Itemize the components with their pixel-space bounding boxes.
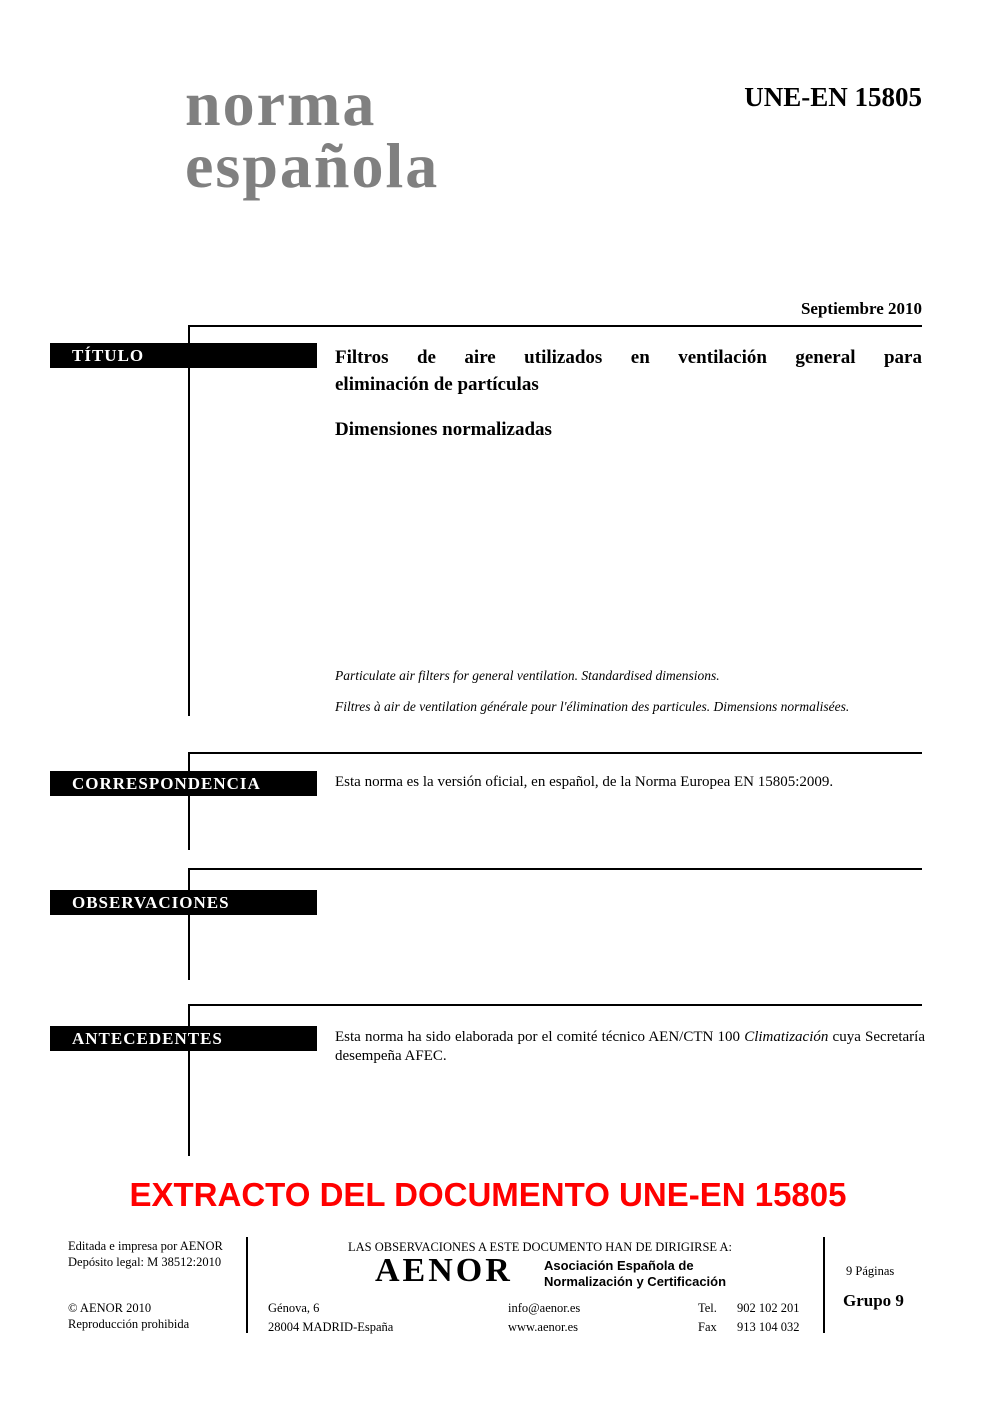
titulo-label: TÍTULO: [72, 346, 145, 365]
brand-line-1: norma: [185, 68, 377, 139]
title-translation-french: Filtres à air de ventilation générale pour l'élimination des particules. Dimensions normalisées.: [335, 699, 850, 714]
antecedentes-text-prefix: Esta norma ha sido elaborada por el comité técnico AEN/CTN 100: [335, 1029, 745, 1045]
antecedentes-label-box: [50, 1026, 317, 1051]
footer-phone: [698, 1299, 800, 1337]
titulo-vertical-line: [188, 325, 190, 716]
title-line-2: eliminación de partículas: [335, 374, 539, 395]
antecedentes-rule: [188, 1004, 922, 1006]
document-subtitle: Dimensiones normalizadas: [335, 419, 552, 440]
titulo-rule: [188, 325, 922, 327]
brand-wordmark: [185, 68, 440, 201]
title-translation-english: Particulate air filters for general ventilation. Standardised dimensions.: [335, 668, 720, 683]
aenor-tagline-line-1: Asociación Española de: [544, 1258, 694, 1273]
footer-tel-value: 902 102 201: [737, 1301, 800, 1315]
title-line-1: Filtros de aire utilizados en ventilación general para: [335, 347, 922, 368]
correspondencia-label: CORRESPONDENCIA: [72, 774, 261, 793]
observaciones-label: OBSERVACIONES: [72, 893, 230, 912]
antecedentes-label: ANTECEDENTES: [72, 1029, 223, 1048]
extract-notice: EXTRACTO DEL DOCUMENTO UNE-EN 15805: [129, 1176, 847, 1213]
footer-fax-value: 913 104 032: [737, 1320, 800, 1334]
antecedentes-text-suffix: cuya Secretaría desempeña AFEC.: [335, 1029, 925, 1064]
footer-publisher-line-1: Editada e impresa por AENOR: [68, 1239, 223, 1253]
footer-legal-deposit: Depósito legal: M 38512:2010: [68, 1254, 222, 1269]
antecedentes-text: [335, 1028, 925, 1066]
observaciones-vertical-line: [188, 868, 190, 980]
document-code: UNE-EN 15805: [744, 82, 922, 112]
publication-date: Septiembre 2010: [800, 299, 922, 318]
footer-page-count: 9 Páginas: [846, 1264, 895, 1278]
observaciones-rule: [188, 868, 922, 870]
footer-tel-label: Tel.: [698, 1301, 717, 1315]
document-title: [335, 344, 922, 398]
footer-web: [508, 1299, 580, 1337]
footer-group: Grupo 9: [843, 1291, 904, 1310]
brand-line-2: española: [185, 130, 440, 201]
footer-observations-notice: LAS OBSERVACIONES A ESTE DOCUMENTO HAN DE DIRIGIRSE A:: [348, 1240, 732, 1254]
titulo-label-box: [50, 343, 317, 368]
antecedentes-text-italic: Climatización: [744, 1029, 829, 1045]
footer-address: [268, 1299, 393, 1337]
aenor-logo: AENOR: [375, 1252, 513, 1289]
footer-divider-right: [823, 1237, 825, 1333]
aenor-tagline-line-2: Normalización y Certificación: [544, 1274, 727, 1289]
footer-email: info@aenor.es: [508, 1301, 581, 1315]
aenor-tagline: [544, 1258, 726, 1290]
footer-fax-label: Fax: [698, 1320, 717, 1334]
footer-address-line-2: 28004 MADRID-España: [268, 1320, 394, 1334]
correspondencia-vertical-line: [188, 752, 190, 850]
footer-address-line-1: Génova, 6: [268, 1301, 320, 1315]
correspondencia-text: Esta norma es la versión oficial, en español, de la Norma Europea EN 15805:2009.: [335, 774, 834, 790]
observaciones-label-box: [50, 890, 317, 915]
footer-divider-left: [246, 1237, 248, 1333]
footer-copyright: [68, 1301, 189, 1332]
correspondencia-rule: [188, 752, 922, 754]
footer-website: www.aenor.es: [508, 1320, 579, 1334]
correspondencia-label-box: [50, 771, 317, 796]
footer-reproduction-line: Reproducción prohibida: [68, 1316, 190, 1331]
footer-copyright-line: © AENOR 2010: [68, 1301, 152, 1315]
footer-publisher: [68, 1239, 223, 1270]
